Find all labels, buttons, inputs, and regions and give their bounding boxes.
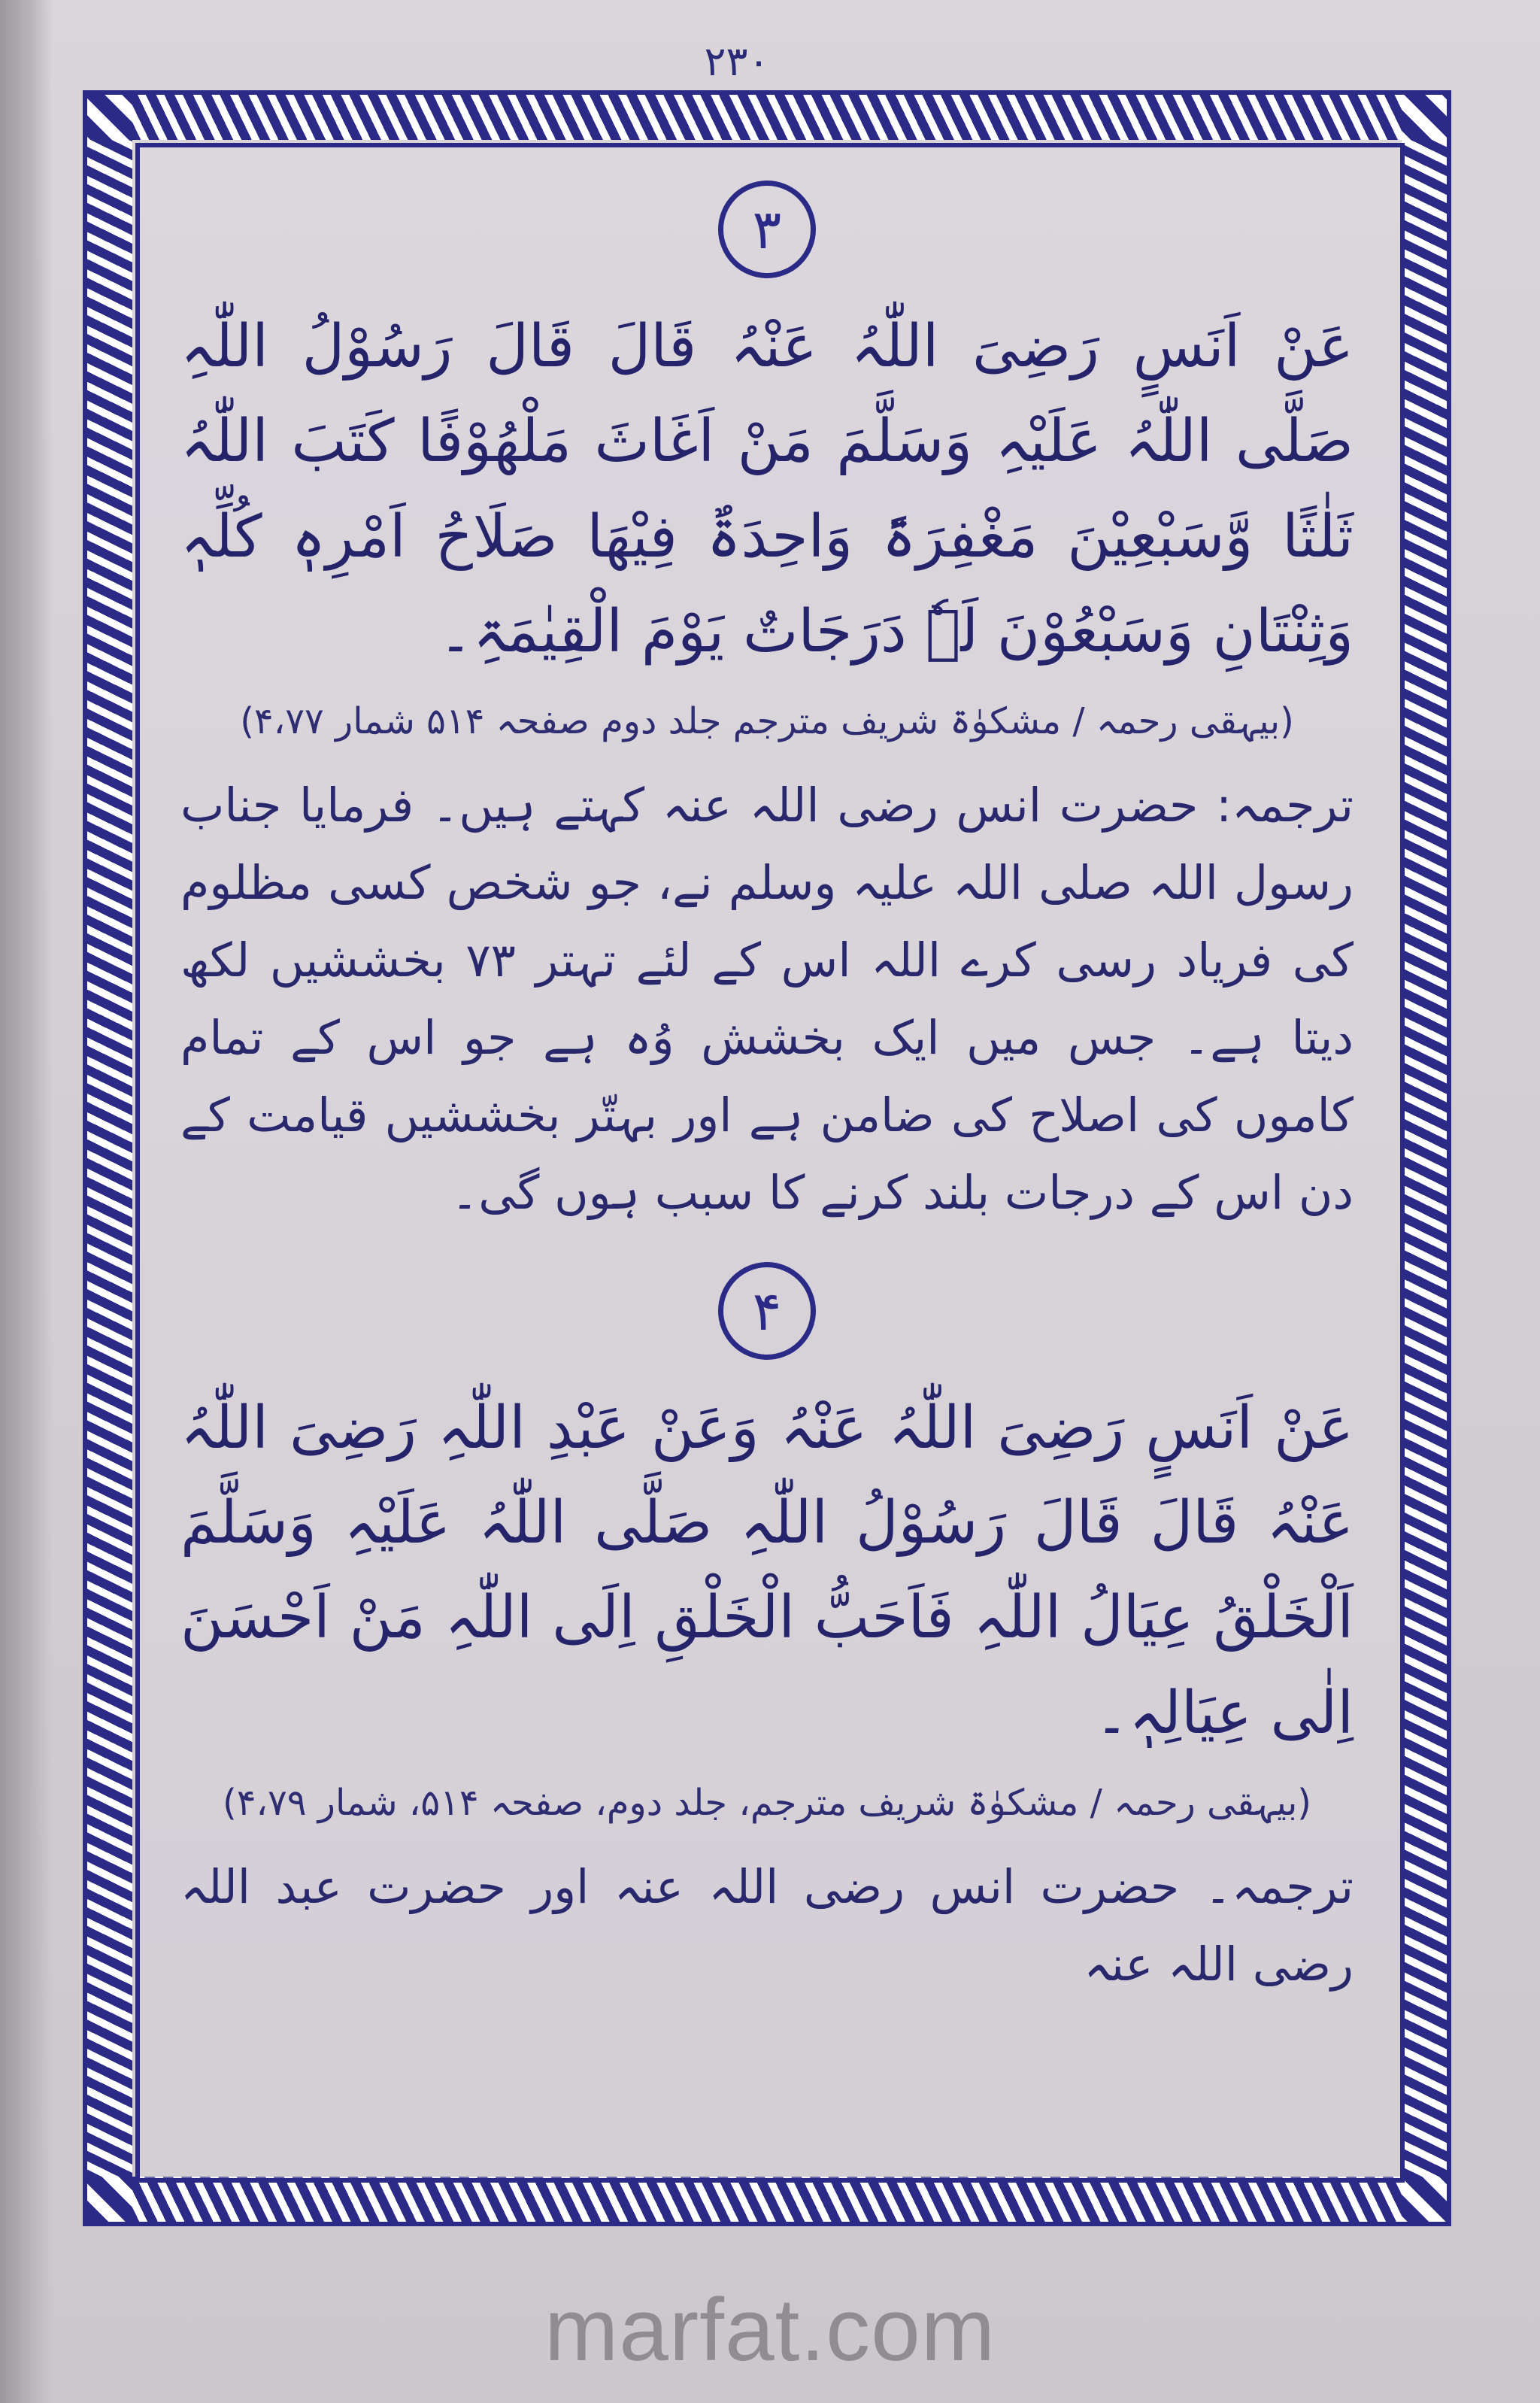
reference-text: (بیہقی رحمہ / مشکوٰۃ شریف مترجم جلد دوم صفحہ ۵۱۴ شمار ۴،۷۷) (240, 700, 1294, 743)
translation-text: ترجمہ۔ حضرت انس رضی اللہ عنہ اور حضرت عبد اللہ رضی اللہ عنہ (180, 1858, 1354, 1992)
hadith-section-4 (180, 1262, 1354, 2004)
section-number-badge: ۳ (718, 181, 816, 278)
hadith-section-3 (180, 181, 1354, 1232)
binding-shadow (0, 0, 53, 2403)
page-content (180, 181, 1354, 2004)
translation-text: ترجمہ: حضرت انس رضی اللہ عنہ کہتے ہیں۔ فرمایا جناب رسول اللہ صلی اللہ علیہ وسلم نے، جو شخص کسی مظلوم کی فریاد رسی کرے اللہ اس کے لئے تہتر ۷۳ بخششیں لکھ دیتا ہے۔ جس میں ایک بخشش وُہ ہے جو اس کے تمام کاموں کی اصلاح کی ضامن ہے اور بہتّر بخششیں قیامت کے دن اس کے درجات بلند کرنے کا سبب ہوں گی۔ (180, 778, 1354, 1220)
watermark: marfat.com (544, 2280, 996, 2380)
section-number-badge: ۴ (718, 1262, 816, 1360)
arabic-text: عَنْ اَنَسٍ رَضِیَ اللّٰہُ عَنْہُ قَالَ قَالَ رَسُوْلُ اللّٰہِ صَلَّی اللّٰہُ عَلَیْہِ وَسَلَّمَ مَنْ اَغَاثَ مَلْھُوْفًا کَتَبَ اللّٰہُ ثَلٰثًا وَّسَبْعِیْنَ مَغْفِرَۃً وَاحِدَۃٌ فِیْھَا صَلَاحُ اَمْرِہٖ کُلِّہٖ وَثِنْتَانِ وَسَبْعُوْنَ لَہٗ دَرَجَاتٌ یَوْمَ الْقِیٰمَۃِ۔ (180, 313, 1354, 666)
reference-text: (بیہقی رحمہ / مشکوٰۃ شریف مترجم، جلد دوم، صفحہ ۵۱۴، شمار ۴،۷۹) (222, 1782, 1312, 1825)
page-number: ۲۳۰ (704, 38, 770, 85)
arabic-text: عَنْ اَنَسٍ رَضِیَ اللّٰہُ عَنْہُ وَعَنْ عَبْدِ اللّٰہِ رَضِیَ اللّٰہُ عَنْہُ قَالَ قَالَ رَسُوْلُ اللّٰہِ صَلَّی اللّٰہُ عَلَیْہِ وَسَلَّمَ اَلْخَلْقُ عِیَالُ اللّٰہِ فَاَحَبُّ الْخَلْقِ اِلَی اللّٰہِ مَنْ اَحْسَنَ اِلٰی عِیَالِہٖ۔ (180, 1394, 1354, 1747)
